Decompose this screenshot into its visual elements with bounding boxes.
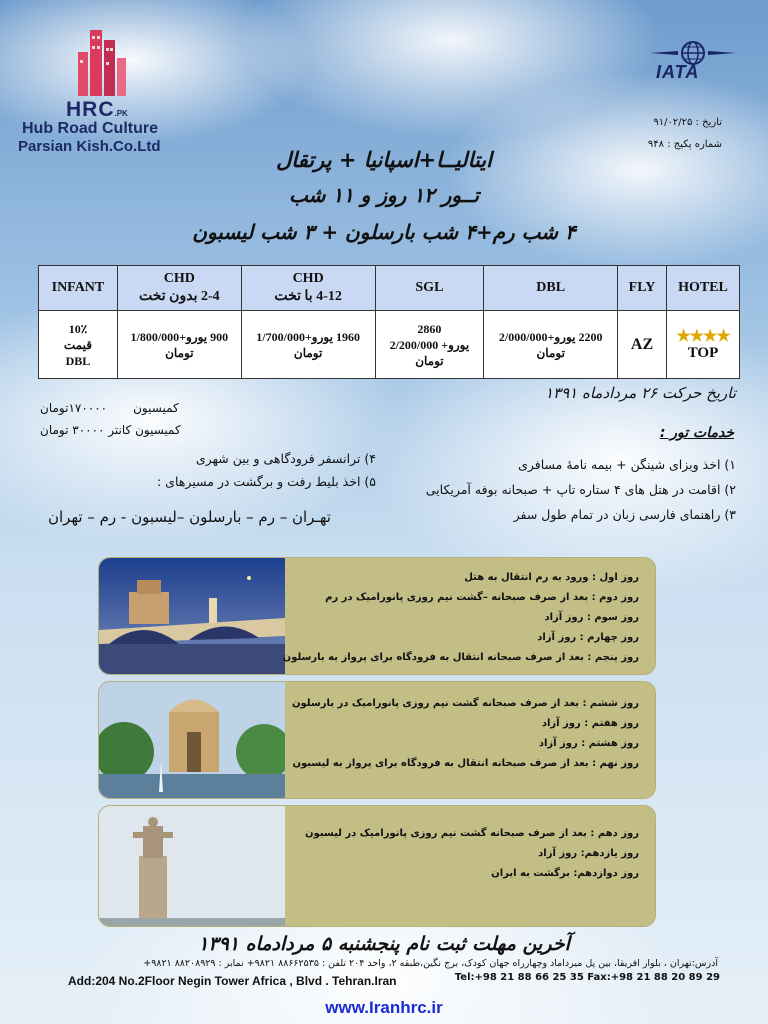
service-item: ۲) اقامت در هتل های ۴ ستاره تاپ + صبحانه بوفه آمریکایی	[425, 482, 736, 497]
col-chd-with-bed	[241, 266, 375, 311]
cell-sgl-unit: تومان	[415, 353, 444, 368]
services-title: خدمات تور :	[659, 425, 734, 441]
logo-line-3: Parsian Kish.Co.Ltd	[18, 138, 161, 155]
services-list-left	[157, 447, 376, 493]
cell-sgl	[375, 311, 484, 379]
commission-block	[40, 397, 260, 441]
col-chd-with-bed-sub: 4-12 با تخت	[274, 289, 342, 304]
day-item: روز دهم : بعد از صرف صبحانه گشت نیم روزی پانورامیک در لیسبون	[305, 828, 639, 839]
col-infant: INFANT	[39, 266, 118, 311]
price-table	[38, 265, 740, 379]
cell-sgl-euro: 2860	[417, 321, 442, 336]
day-item: روز سوم : روز آزاد	[544, 612, 639, 623]
col-chd-no-bed	[117, 266, 241, 311]
barcelona-fountain-image	[99, 682, 285, 798]
col-chd-no-bed-sub: 2-4 بدون تخت	[139, 289, 220, 304]
counter-commission: کمیسیون کانتر ۳۰۰۰۰ تومان	[40, 423, 181, 437]
price-table-header	[39, 266, 740, 311]
col-fly: FLY	[618, 266, 667, 311]
day-item: روز پنجم : بعد از صرف صبحانه انتقال به فرودگاه برای پرواز به بارسلون	[282, 652, 639, 663]
flight-route: تهـران – رم – بارسلون –لیسبون - رم – تهران	[48, 508, 331, 526]
rome-bridge-image	[99, 558, 285, 674]
logo-line-2: Hub Road Culture	[22, 120, 158, 137]
cell-infant-label: قیمت	[63, 337, 92, 352]
cell-hotel	[667, 311, 740, 379]
logo-brand: HRC	[66, 98, 115, 121]
address-fa: آدرس:تهران ، بلوار افریقا، بین پل میرداماد وچهارراه جهان کودک، برج نگین،طبقه ۲، واحد ۲۰۴ تلفن : ۸۸۶۶۲۵۳۵ ۹۸۲۱+ نمابر : ۸۸۲۰۸۹۲۹ ۹۸۲۱+	[143, 958, 718, 969]
cell-sgl-rial: یورو+ 2/200/000	[389, 337, 470, 352]
day-item: روز اول : ورود به رم انتقال به هتل	[464, 572, 639, 583]
tour-title-nights: ۴ شب رم+۴ شب بارسلون + ۳ شب لیسبون	[192, 220, 576, 244]
cell-infant-basis: DBL	[65, 353, 91, 368]
price-table-row	[39, 311, 740, 379]
lisbon-monument-image	[99, 806, 285, 926]
col-sgl: SGL	[375, 266, 484, 311]
tour-title-countries: ایتالیــا+اسپانیا + پرتقال	[276, 148, 492, 172]
cell-chd-no-bed: 900 یورو+1/800/000 تومان	[117, 311, 241, 379]
service-item: ۱) اخذ ویزای شینگن + بیمه نامهٔ مسافری	[518, 457, 736, 472]
col-chd-no-bed-title: CHD	[163, 271, 195, 286]
logo-suffix: .PK	[114, 109, 128, 118]
cell-infant-pct: 10٪	[68, 321, 88, 336]
tour-title-duration: تــور ۱۲ روز و ۱۱ شب	[288, 183, 480, 207]
iata-text: IATA	[656, 62, 700, 82]
package-number: شماره پکیج : ۹۴۸	[647, 139, 722, 150]
day-item: روز هفتم : روز آزاد	[541, 718, 639, 729]
cell-dbl: 2200 یورو+2/000/000 تومان	[484, 311, 618, 379]
services-list-right	[426, 452, 736, 527]
day-item: روز ششم : بعد از صرف صبحانه گشت نیم روزی پانورامیک در بارسلون	[291, 698, 639, 709]
phone-fax-en: Tel:+98 21 88 66 25 35 Fax:+98 21 88 20 89 29	[454, 972, 720, 983]
barcelona-days	[292, 694, 639, 774]
issue-date: تاریخ : ۹۱/۰۲/۲۵	[653, 117, 722, 128]
registration-deadline: آخرین مهلت ثبت نام پنجشنبه ۵ مردادماه ۱۳۹۱	[198, 933, 570, 955]
day-item: روز دوم : بعد از صرف صبحانه –گشت نیم روزی پانورامیک در رم	[325, 592, 639, 603]
service-item: ۵) اخذ بلیط رفت و برگشت در مسیرهای :	[157, 474, 376, 489]
iata-logo	[648, 40, 738, 90]
building-logo-icon	[72, 22, 132, 97]
day-item: روز یازدهم: روز آزاد	[538, 848, 639, 859]
company-logo	[14, 22, 194, 162]
address-en: Add:204 No.2Floor Negin Tower Africa , Blvd . Tehran.Iran	[68, 974, 397, 988]
cell-infant	[39, 311, 118, 379]
hotel-name: TOP	[687, 344, 719, 361]
cell-chd-with-bed: 1960 یورو+1/700/000 تومان	[241, 311, 375, 379]
departure-date: تاریخ حرکت ۲۶ مردادماه ۱۳۹۱	[544, 384, 736, 402]
itinerary-panel-barcelona	[98, 681, 656, 799]
lisbon-days	[305, 824, 639, 884]
commission-value: ۱۷۰۰۰۰تومان	[40, 401, 108, 415]
service-item: ۴) ترانسفر فرودگاهی و بین شهری	[195, 451, 376, 466]
itinerary-panel-rome	[98, 557, 656, 675]
cell-fly: AZ	[618, 311, 667, 379]
day-item: روز دوازدهم: برگشت به ایران	[491, 868, 639, 879]
rome-days	[283, 568, 639, 668]
day-item: روز هشتم : روز آزاد	[538, 738, 639, 749]
commission-label: کمیسیون	[133, 401, 179, 415]
website-link[interactable]: www.Iranhrc.ir	[325, 998, 443, 1017]
day-item: روز نهم : بعد از صرف صبحانه انتقال به فرودگاه برای پرواز به لیسبون	[292, 758, 639, 769]
col-dbl: DBL	[484, 266, 618, 311]
itinerary-panel-lisbon	[98, 805, 656, 927]
col-hotel: HOTEL	[667, 266, 740, 311]
col-chd-with-bed-title: CHD	[292, 271, 324, 286]
day-item: روز چهارم : روز آزاد	[537, 632, 639, 643]
hotel-stars-icon: ★★★★	[676, 327, 730, 345]
service-item: ۳) راهنمای فارسی زبان در تمام طول سفر	[513, 507, 736, 522]
